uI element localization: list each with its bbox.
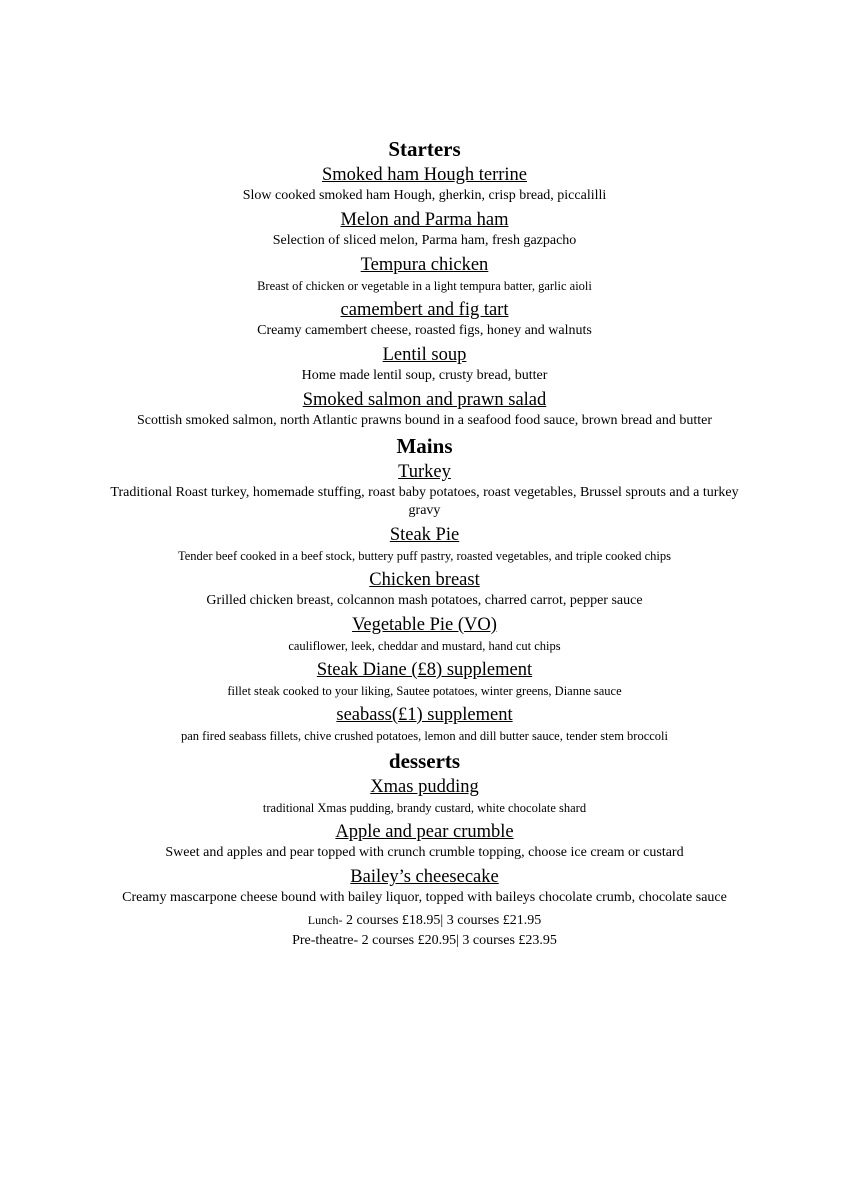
dish-description: pan fired seabass fillets, chive crushed potatoes, lemon and dill butter sauce, tender stem broccoli	[181, 729, 668, 743]
menu	[0, 136, 849, 951]
dish-description: Slow cooked smoked ham Hough, gherkin, crisp bread, piccalilli	[242, 188, 607, 203]
dish-name: Apple and pear crumble	[335, 822, 514, 842]
dish-description: Traditional Roast turkey, homemade stuffing, roast baby potatoes, roast vegetables, Brussel sprouts and a turkey gravy	[110, 485, 739, 518]
dish-name: Steak Pie	[389, 525, 460, 545]
pretheatre-price: Pre-theatre- 2 courses £20.95| 3 courses £23.95	[292, 933, 557, 948]
dish-description: Grilled chicken breast, colcannon mash potatoes, charred carrot, pepper sauce	[206, 593, 643, 608]
dish-description: Creamy camembert cheese, roasted figs, honey and walnuts	[257, 323, 592, 338]
section-title-mains: Mains	[396, 434, 453, 458]
dish-description: Sweet and apples and pear topped with crunch crumble topping, choose ice cream or custard	[165, 845, 684, 860]
dish-description: Scottish smoked salmon, north Atlantic prawns bound in a seafood food sauce, brown bread and butter	[136, 413, 713, 428]
dish-description: traditional Xmas pudding, brandy custard, white chocolate shard	[262, 801, 587, 815]
dish-name: Tempura chicken	[360, 255, 489, 275]
dish-description: Tender beef cooked in a beef stock, buttery puff pastry, roasted vegetables, and triple cooked chips	[177, 549, 672, 563]
dish-name: Smoked salmon and prawn salad	[302, 390, 547, 410]
dish-description: fillet steak cooked to your liking, Sautee potatoes, winter greens, Dianne sauce	[227, 684, 622, 698]
dish-name: Steak Diane (£8) supplement	[316, 660, 533, 680]
dish-description: Creamy mascarpone cheese bound with bailey liquor, topped with baileys chocolate crumb, chocolate sauce	[122, 890, 727, 905]
dish-description: Selection of sliced melon, Parma ham, fresh gazpacho	[272, 233, 577, 248]
dish-name: Bailey’s cheesecake	[350, 867, 499, 887]
dish-name: camembert and fig tart	[340, 300, 509, 320]
dish-description: Home made lentil soup, crusty bread, butter	[301, 368, 548, 383]
dish-name: Lentil soup	[382, 345, 467, 365]
dish-name: Turkey	[398, 462, 451, 482]
dish-name: Vegetable Pie (VO)	[352, 615, 497, 635]
dish-name: Chicken breast	[369, 570, 480, 590]
lunch-price-text: 2 courses £18.95| 3 courses £21.95	[342, 913, 542, 928]
dish-name: Melon and Parma ham	[340, 210, 509, 230]
dish-name: Xmas pudding	[370, 777, 479, 797]
dish-name: Smoked ham Hough terrine	[322, 165, 527, 185]
lunch-price	[0, 910, 849, 931]
dish-description: cauliflower, leek, cheddar and mustard, hand cut chips	[288, 639, 561, 653]
section-title-desserts: desserts	[388, 749, 461, 773]
section-title-starters: Starters	[388, 137, 461, 161]
lunch-label: Lunch-	[307, 913, 343, 927]
dish-description: Breast of chicken or vegetable in a light tempura batter, garlic aioli	[257, 279, 592, 293]
dish-name: seabass(£1) supplement	[336, 705, 513, 725]
